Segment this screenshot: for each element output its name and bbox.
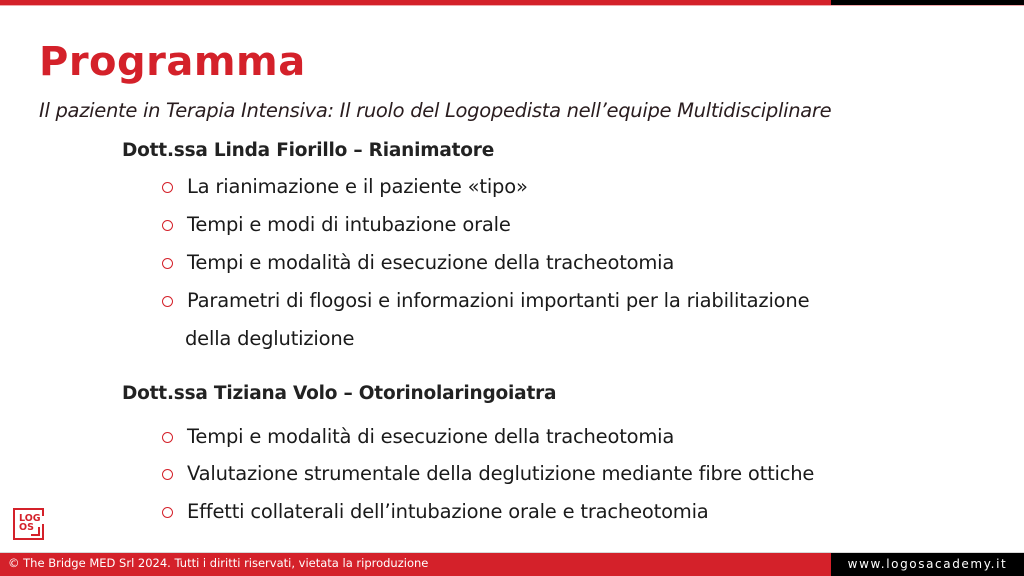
list-item: [162, 174, 528, 200]
page-subtitle: Il paziente in Terapia Intensiva: Il ruolo del Logopedista nell’equipe Multidisciplinare: [39, 99, 832, 122]
page-title: Programma: [39, 39, 306, 85]
footer-bar: [0, 553, 1024, 576]
speaker-heading: Dott.ssa Tiziana Volo – Otorinolaringoiatra: [122, 383, 557, 404]
logo-line-1: LOG: [19, 513, 41, 524]
logo-corner-mark: [31, 527, 40, 536]
list-item-text: Tempi e modalità di esecuzione della tracheotomia: [187, 425, 675, 448]
circle-bullet-icon: [162, 296, 173, 307]
list-item-text: Tempi e modalità di esecuzione della tracheotomia: [187, 251, 675, 274]
circle-bullet-icon: [162, 220, 173, 231]
circle-bullet-icon: [162, 507, 173, 518]
logo-line-2: OS: [19, 522, 34, 533]
list-item: [162, 461, 814, 487]
speaker-heading: Dott.ssa Linda Fiorillo – Rianimatore: [122, 140, 495, 161]
list-item-text: La rianimazione e il paziente «tipo»: [187, 175, 528, 198]
circle-bullet-icon: [162, 258, 173, 269]
list-item-text: Effetti collaterali dell’intubazione orale e tracheotomia: [187, 500, 709, 523]
circle-bullet-icon: [162, 182, 173, 193]
list-item: [162, 250, 674, 276]
list-item-continuation: della deglutizione: [185, 327, 355, 350]
logos-logo: [13, 508, 44, 540]
list-item-text: Tempi e modi di intubazione orale: [187, 213, 511, 236]
list-item: [162, 288, 809, 314]
circle-bullet-icon: [162, 469, 173, 480]
footer-website-link[interactable]: www.logosacademy.it: [831, 553, 1024, 576]
footer-copyright: © The Bridge MED Srl 2024. Tutti i diritti riservati, vietata la riproduzione: [0, 553, 831, 576]
list-item-text: Valutazione strumentale della deglutizione mediante fibre ottiche: [187, 462, 815, 485]
circle-bullet-icon: [162, 432, 173, 443]
logo-frame-gap: [41, 516, 44, 524]
list-item-text: Parametri di flogosi e informazioni importanti per la riabilitazione: [187, 289, 810, 312]
list-item: [162, 499, 709, 525]
list-item: [162, 212, 511, 238]
list-item: [162, 424, 674, 450]
top-bar-divider: [0, 5, 1024, 6]
